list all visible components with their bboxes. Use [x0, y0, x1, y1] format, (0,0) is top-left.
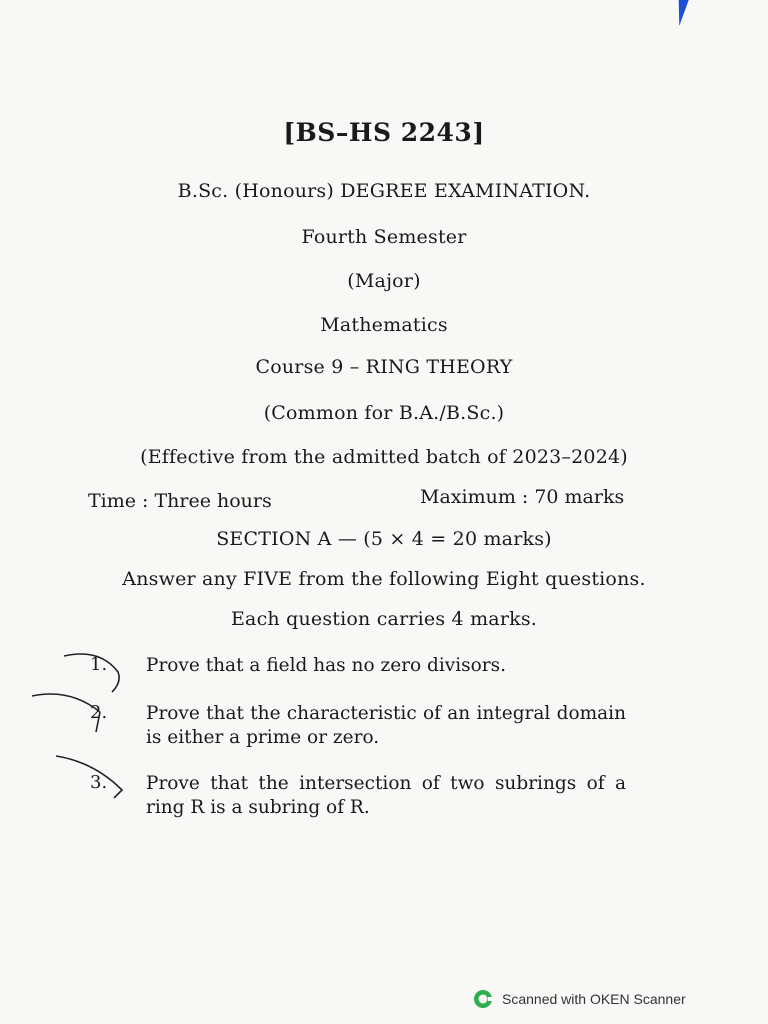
question-number: 2. — [90, 702, 108, 723]
question-number: 3. — [90, 772, 108, 793]
corner-mark — [669, 0, 688, 26]
effective-note: (Effective from the admitted batch of 2023–2024) — [140, 446, 628, 468]
oken-logo-icon — [472, 988, 494, 1010]
paper-type: (Major) — [347, 270, 421, 292]
paper-code: [BS–HS 2243] — [283, 118, 485, 147]
question-text: Prove that the characteristic of an integral domain is either a prime or zero. — [146, 703, 626, 748]
time-allowed: Time : Three hours — [88, 490, 272, 512]
scanner-label: Scanned with OKEN Scanner — [502, 991, 686, 1007]
question-3 — [0, 772, 768, 832]
common-note: (Common for B.A./B.Sc.) — [263, 402, 505, 424]
exam-title: B.Sc. (Honours) DEGREE EXAMINATION. — [177, 180, 591, 202]
subject: Mathematics — [320, 314, 448, 336]
scanner-watermark — [472, 988, 686, 1010]
question-number: 1. — [90, 654, 108, 675]
max-marks: Maximum : 70 marks — [420, 486, 625, 508]
semester: Fourth Semester — [301, 226, 467, 248]
course-title: Course 9 – RING THEORY — [255, 356, 513, 378]
question-text: Prove that the intersection of two subrings of a ring R is a subring of R. — [146, 773, 626, 818]
section-heading: SECTION A — (5 × 4 = 20 marks) — [216, 528, 552, 550]
instruction: Answer any FIVE from the following Eight questions. — [122, 568, 646, 590]
marks-note: Each question carries 4 marks. — [230, 608, 538, 630]
question-text: Prove that a field has no zero divisors. — [146, 655, 507, 676]
